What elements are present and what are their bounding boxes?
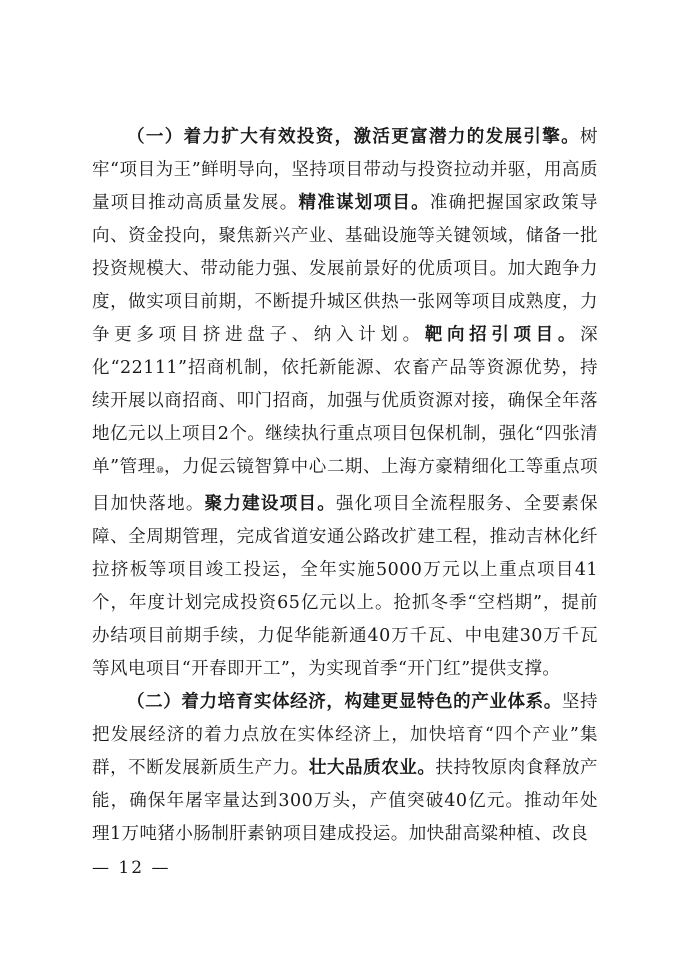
page-number: — 12 — (92, 858, 171, 878)
body-text: 树牢“项目为王”鲜明导向，坚持项目带动与投资拉动并驱，用高质量项目推动高质量发展。 (92, 127, 598, 213)
body-text: 强化项目全流程服务、全要素保障、全周期管理，完成省道安通公路改扩建工程，推动吉林化纤拉挤板等项目竣工投运，全年实施5000万元以上重点项目41个，年度计划完成投资65亿元以上。抢抓冬季“空档期”，提前办结项目前期手续，力促华能新通40万千瓦、中电建30万千瓦等风电项目“开春即开工”，为实现首季“开门红”提供支撑。 (92, 494, 598, 679)
subheading-plan-projects: 精准谋划项目。 (298, 193, 430, 213)
body-text: ，力促云镜智算中心二期、上海方豪精细化工等重点项目加快落地。 (92, 457, 598, 514)
section-heading-real-economy: （二）着力培育实体经济，构建更显特色的产业体系。 (127, 692, 562, 712)
paragraph-real-economy (92, 686, 598, 851)
body-text: 深化“22111”招商机制，依托新能源、农畜产品等资源优势，持续开展以商招商、叩门招商，加强与优质资源对接，确保全年落地亿元以上项目2个。继续执行重点项目包保机制，强化“四张清单”管理 (92, 325, 599, 477)
document-body (92, 121, 598, 851)
body-text: 准确把握国家政策导向、资金投向，聚焦新兴产业、基础设施等关键领域，储备一批投资规模大、带动能力强、发展前景好的优质项目。加大跑争力度，做实项目前期，不断提升城区供热一张网等项目成熟度，力争更多项目挤进盘子、纳入计划。 (92, 193, 599, 345)
subheading-build-projects: 聚力建设项目。 (204, 494, 337, 514)
body-text: 坚持把发展经济的着力点放在实体经济上，加快培育“四个产业”集群，不断发展新质生产力。 (92, 692, 598, 778)
subheading-agriculture: 壮大品质农业。 (308, 758, 436, 778)
subheading-attract-projects: 靶向招引项目。 (424, 325, 581, 345)
section-heading-investment: （一）着力扩大有效投资，激活更富潜力的发展引擎。 (127, 127, 581, 147)
paragraph-investment (92, 121, 598, 686)
body-text: 扶持牧原肉食释放产能，确保年屠宰量达到300万头，产值突破40亿元。推动年处理1万吨猪小肠制肝素钠项目建成投运。加快甜高粱种植、改良 (92, 758, 598, 844)
footnote-marker: ⑩ (155, 466, 165, 476)
